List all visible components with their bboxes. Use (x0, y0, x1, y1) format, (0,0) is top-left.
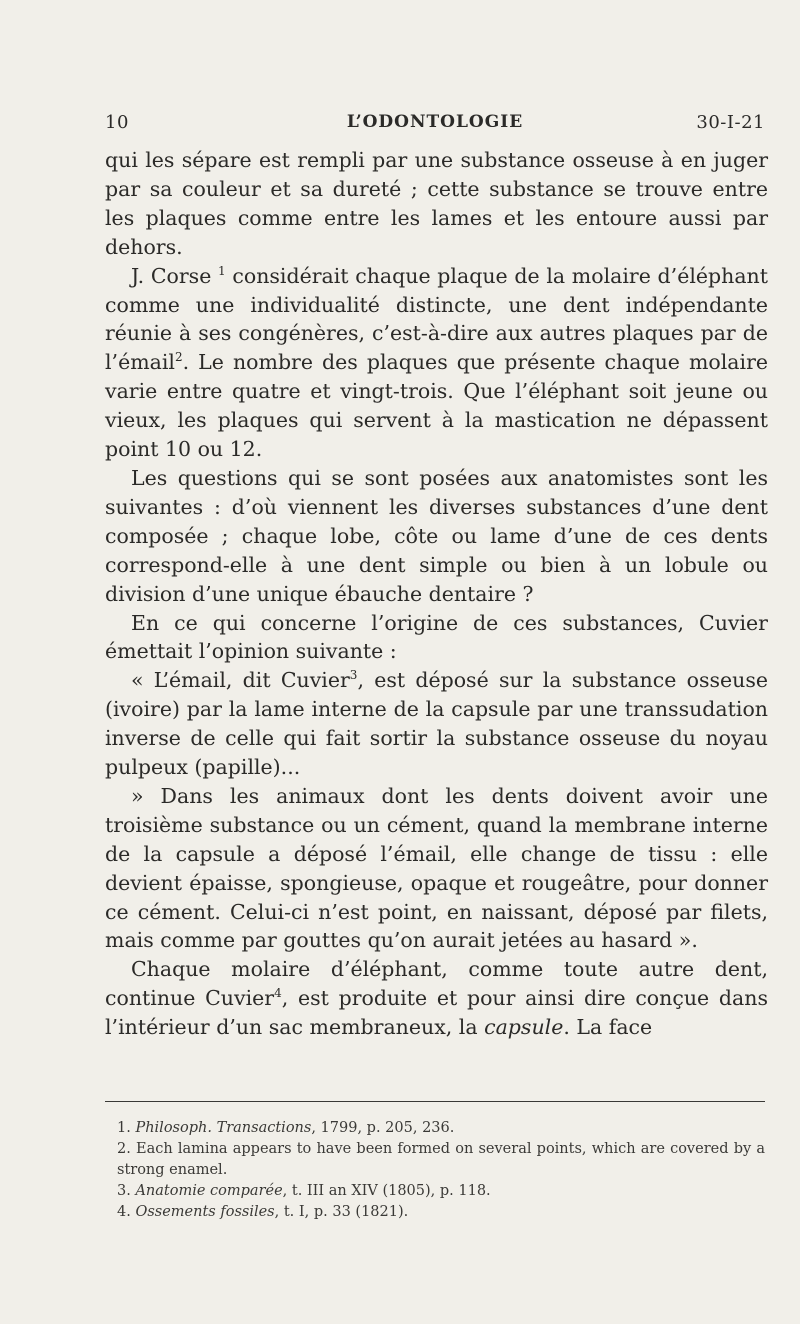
text-run: , est déposé sur la substance osseuse (ivoire) par la lame interne de la capsule par une transsudation inverse de celle qui fait sortir la substance osseuse du noyau pulpeux (papille)... (105, 668, 768, 780)
footnote-ref: 4 (274, 986, 282, 1001)
text-run: qui les sépare est rempli par une substance osseuse à en juger par sa couleur et sa dureté ; cette substance se trouve entre les plaques comme entre les lames et les entoure aussi par dehors. (105, 148, 768, 259)
paragraph (105, 262, 768, 464)
paragraph (105, 666, 768, 782)
footnote-separator (105, 1101, 765, 1102)
text-run: . Le nombre des plaques que présente chaque molaire varie entre quatre et vingt-trois. Que l’éléphant soit jeune ou vieux, les plaques qui servent à la mastication ne dépassent point 10 ou 12. (105, 350, 768, 462)
footnote-ref: 2 (174, 350, 183, 365)
text-run: « L’émail, dit Cuvier (131, 668, 350, 693)
text-run: Chaque molaire d’éléphant, comme toute autre dent, continue Cuvier (105, 957, 768, 1011)
main-text (105, 146, 768, 1042)
text-run: , 1799, p. 205, 236. (311, 1120, 455, 1136)
paragraph (105, 146, 768, 262)
footnotes (105, 1118, 765, 1223)
text-run: . La face (563, 1015, 653, 1040)
text-run: En ce qui concerne l’origine de ces substances, Cuvier émettait l’opinion suivante : (105, 610, 768, 664)
text-run: 2. Each lamina appears to have been formed on several points, which are covered by a strong enamel. (117, 1141, 765, 1178)
text-run: J. Corse (131, 263, 219, 288)
footnote (105, 1139, 765, 1181)
footnote (105, 1181, 765, 1202)
text-run: 3. (117, 1183, 136, 1199)
paragraph (105, 609, 768, 667)
page-number: 10 (105, 112, 129, 133)
text-run: Les questions qui se sont posées aux anatomistes sont les suivantes : d’où viennent les diverses substances d’une dent composée ; chaque lobe, côte ou lame d’une de ces dents correspond-elle à une dent simple ou bien à un lobule ou division d’une unique ébauche dentaire ? (105, 465, 768, 606)
italic-text: Ossements fossiles (135, 1204, 275, 1220)
footnote (105, 1118, 765, 1139)
footnote (105, 1202, 765, 1223)
paragraph (105, 782, 768, 955)
text-run: 1. (117, 1120, 136, 1136)
text-run: , t. I, p. 33 (1821). (274, 1204, 409, 1220)
paragraph (105, 955, 768, 1042)
issue-date: 30-I-21 (696, 112, 765, 133)
footnote-ref: 1 (218, 263, 226, 278)
text-run: , est produite et pour ainsi dire conçue dans l’intérieur d’un sac membraneux, la (105, 986, 768, 1040)
text-run: considérait chaque plaque de la molaire d’éléphant comme une individualité distincte, une dent indépendante réunie à ses congénères, c’est-à-dire aux autres plaques par de l’émail (105, 263, 768, 375)
footnote-ref: 3 (349, 668, 358, 683)
text-run: 4. (117, 1204, 136, 1220)
text-run: , t. III an XIV (1805), p. 118. (282, 1183, 491, 1199)
italic-text: Philosoph. Transactions (135, 1120, 312, 1136)
paragraph (105, 464, 768, 609)
text-run: » Dans les animaux dont les dents doivent avoir une troisième substance ou un cément, quand la membrane interne de la capsule a déposé l’émail, elle change de tissu : elle devient épaisse, spongieuse, opaque et rougeâtre, pour donner ce cément. Celui-ci n’est point, en naissant, déposé par filets, mais comme par gouttes qu’on aurait jetées au hasard ». (105, 783, 768, 953)
italic-text: Anatomie comparée (135, 1183, 283, 1199)
journal-title: L’ODONTOLOGIE (346, 112, 524, 132)
running-head (105, 112, 765, 140)
italic-text: capsule (484, 1015, 564, 1040)
